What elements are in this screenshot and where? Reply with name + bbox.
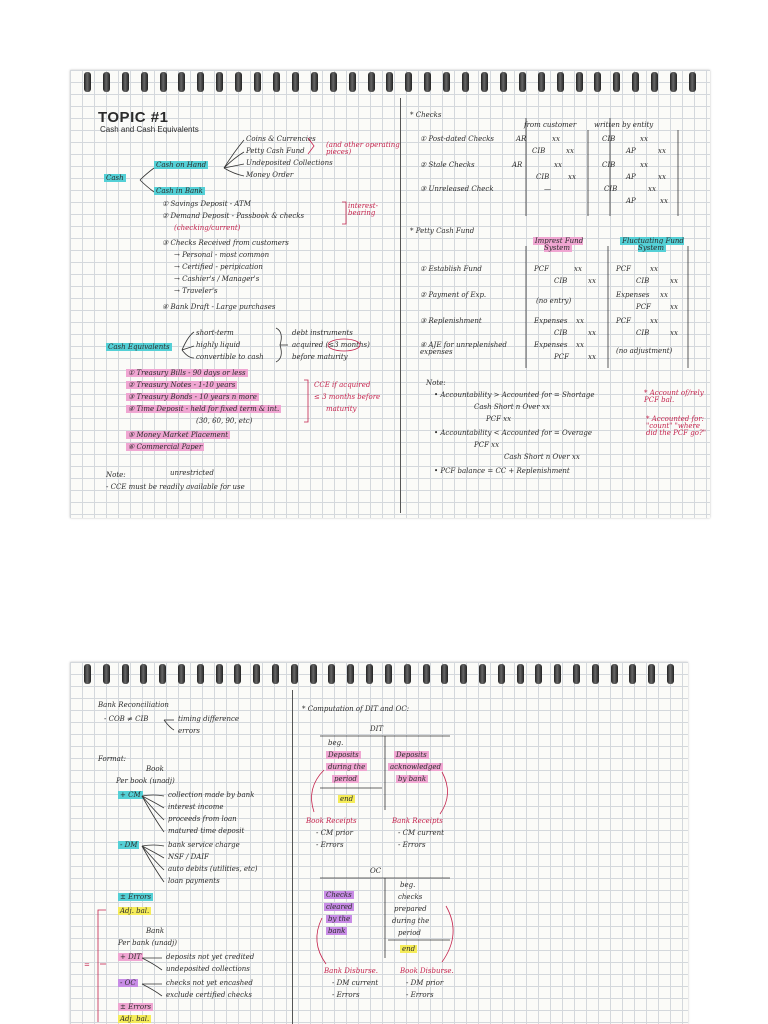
errors-label: errors: [178, 727, 200, 735]
cm-item: proceeds from loan: [168, 815, 237, 823]
book-disburse-label: Book Disburse.: [400, 967, 454, 975]
oc-beg: beg.: [400, 881, 416, 889]
entry: xx: [658, 173, 666, 181]
savings-deposit: ① Savings Deposit - ATM: [162, 200, 251, 208]
oc-t-account-title: OC: [370, 867, 382, 875]
coh-item: Petty Cash Fund: [246, 147, 305, 155]
pcf-xx: PCF xx: [486, 415, 512, 423]
cash-on-hand-label: Cash on Hand: [156, 161, 207, 169]
oc-left-line: by the: [328, 915, 351, 923]
entry: xx: [568, 173, 576, 181]
ce-item: ⑥ Commercial Paper: [128, 443, 203, 451]
entry: xx: [640, 161, 648, 169]
no-adjustment-note: (no adjustment): [616, 347, 673, 355]
ce-trait: convertible to cash: [196, 353, 264, 361]
ce-item: ① Treasury Bills - 90 days or less: [128, 369, 246, 377]
entry: Expenses: [534, 341, 568, 349]
pcf-balance-line: • PCF balance = CC + Replenishment: [434, 467, 570, 475]
imprest-header: Imprest Fund System: [534, 237, 584, 252]
entry: CIB: [536, 173, 550, 181]
dit-left-line: during the: [328, 763, 366, 771]
entry: xx: [658, 147, 666, 155]
pcf-row-label: ④ AJE for unreplenished expenses: [420, 341, 507, 356]
adj-bal-label: Adj. bal.: [120, 907, 150, 915]
ce-item: ③ Treasury Bonds - 10 years n more: [128, 393, 257, 401]
acc-overage-line: • Accountability < Accounted for = Overage: [434, 429, 592, 437]
cash-equivalents-label: Cash Equivalents: [108, 343, 170, 351]
entry: xx: [576, 341, 584, 349]
cash-short-over-2: Cash Short n Over xx: [504, 453, 580, 461]
dit-t-account-title: DIT: [370, 725, 384, 733]
note2-label: Note:: [426, 379, 446, 387]
bank-receipts-item: - CM current: [398, 829, 444, 837]
pcf-row-label: ③ Replenishment: [420, 317, 482, 325]
page-subtitle: Cash and Cash Equivalents: [100, 125, 199, 134]
plus-cm-label: + CM: [120, 791, 141, 799]
cm-item: collection made by bank: [168, 791, 255, 799]
from-customer-header: from customer: [524, 121, 577, 129]
pm-errors-label-2: ± Errors: [120, 1003, 152, 1011]
pcf-row-label: ② Payment of Exp.: [420, 291, 487, 299]
oc-right-line: during the: [392, 917, 430, 925]
entry: xx: [588, 353, 596, 361]
book-receipts-label: Book Receipts: [306, 817, 357, 825]
dit-right-line: by bank: [398, 775, 427, 783]
entry: —: [544, 185, 551, 193]
check-type: → Traveler's: [174, 287, 218, 295]
note-text: - CCE must be readily available for use: [106, 483, 245, 491]
entry: CIB: [532, 147, 546, 155]
dit-item: deposits not yet credited: [166, 953, 255, 961]
acc-shortage-line: • Accountability > Accounted for = Shortage: [434, 391, 595, 399]
note-label: Note:: [106, 471, 126, 479]
coh-note: (and other operating pieces): [326, 141, 400, 156]
adj-bal-label-2: Adj. bal.: [120, 1015, 150, 1023]
cm-item: matured time deposit: [168, 827, 245, 835]
bank-receipts-item: - Errors: [398, 841, 426, 849]
entry: CIB: [554, 329, 568, 337]
entry: xx: [650, 317, 658, 325]
ce-note-line: acquired (≤3 months): [292, 341, 370, 349]
book-receipts-item: - Errors: [316, 841, 344, 849]
ce-item: ④ Time Deposit - held for fixed term & int.: [128, 405, 280, 413]
written-by-entity-header: written by entity: [594, 121, 654, 129]
ce-note-line: debt instruments: [292, 329, 353, 337]
minus-oc-label: - OC: [120, 979, 136, 987]
oc-left-line: Checks: [326, 891, 352, 899]
entry: xx: [554, 161, 562, 169]
book-disburse-item: - DM prior: [406, 979, 444, 987]
entry: CIB: [554, 277, 568, 285]
cob-cib-line: - COB ≠ CIB: [104, 715, 149, 723]
cm-item: interest income: [168, 803, 224, 811]
dit-beg: beg.: [328, 739, 344, 747]
spiral-binding: [70, 662, 688, 684]
oc-item: checks not yet encashed: [166, 979, 253, 987]
entry: AP: [626, 147, 636, 155]
note-unrestricted: unrestricted: [170, 469, 214, 477]
check-type: → Personal - most common: [174, 251, 270, 259]
book-heading: Book: [146, 765, 164, 773]
oc-item: exclude certified checks: [166, 991, 252, 999]
interest-note: interest-bearing: [348, 202, 378, 217]
entry: CIB: [636, 329, 650, 337]
check-type: → Certified - peripication: [174, 263, 263, 271]
entry: PCF: [616, 317, 631, 325]
format-label: Format:: [98, 755, 127, 763]
oc-right-line: period: [398, 929, 421, 937]
dit-end: end: [340, 795, 354, 803]
cash-in-bank-label: Cash in Bank: [156, 187, 203, 195]
dit-right-line: Deposits: [396, 751, 427, 759]
entry: CIB: [602, 161, 616, 169]
bank-receipts-label: Bank Receipts: [392, 817, 443, 825]
cash-short-over-1: Cash Short n Over xx: [474, 403, 550, 411]
entry: xx: [670, 303, 678, 311]
ce-item: ② Treasury Notes - 1-10 years: [128, 381, 236, 389]
page-title: TOPIC #1: [98, 109, 169, 126]
pcf-heading: * Petty Cash Fund: [410, 227, 475, 235]
entry: xx: [574, 265, 582, 273]
dit-right-line: acknowledged: [390, 763, 442, 771]
entry: xx: [640, 135, 648, 143]
check-row-label: ② Stale Checks: [420, 161, 475, 169]
dm-item: auto debits (utilities, etc): [168, 865, 258, 873]
cce-note-line: maturity: [326, 405, 357, 413]
oc-right-line: prepared: [394, 905, 427, 913]
cce-note-line: ≤ 3 months before: [314, 393, 381, 401]
entry: AR: [512, 161, 523, 169]
per-bank-line: Per bank (unadj): [118, 939, 178, 947]
oc-left-line: bank: [328, 927, 346, 935]
pm-errors-label: ± Errors: [120, 893, 152, 901]
no-entry-note: (no entry): [536, 297, 572, 305]
dit-left-line: Deposits: [328, 751, 359, 759]
bank-disburse-label: Bank Disburse.: [324, 967, 379, 975]
demand-deposit: ② Demand Deposit - Passbook & checks: [162, 212, 305, 220]
bank-rec-heading: Bank Reconciliation: [98, 701, 169, 709]
dit-item: undeposited collections: [166, 965, 250, 973]
entry: xx: [588, 277, 596, 285]
notebook-page-cash-and-cash-equivalents: [70, 70, 710, 518]
bank-disburse-item: - DM current: [332, 979, 379, 987]
entry: AR: [516, 135, 527, 143]
oc-end: end: [402, 945, 416, 953]
entry: PCF: [534, 265, 549, 273]
coh-item: Coins & Currencies: [246, 135, 316, 143]
entry: PCF: [616, 265, 631, 273]
entry: xx: [648, 185, 656, 193]
equals-sign: =: [84, 961, 90, 969]
bank-heading: Bank: [146, 927, 165, 935]
bank-disburse-item: - Errors: [332, 991, 360, 999]
ce-note-line: before maturity: [292, 353, 348, 361]
timing-difference: timing difference: [178, 715, 240, 723]
checking-note: (checking/current): [174, 224, 241, 232]
dit-left-line: period: [334, 775, 357, 783]
pcf-row-label: ① Establish Fund: [420, 265, 482, 273]
plus-dit-label: + DIT: [120, 953, 142, 961]
entry: xx: [576, 317, 584, 325]
entry: Expenses: [616, 291, 650, 299]
red-note-2: * Accounted for: "count" "where did the PCF go?": [646, 415, 706, 437]
dm-item: loan payments: [168, 877, 220, 885]
entry: CIB: [604, 185, 618, 193]
bank-draft: ④ Bank Draft - Large purchases: [162, 303, 276, 311]
entry: xx: [660, 291, 668, 299]
column-divider: [292, 690, 293, 1024]
entry: xx: [660, 197, 668, 205]
checks-received: ③ Checks Received from customers: [162, 239, 289, 247]
check-row-label: ③ Unreleased Check: [420, 185, 494, 193]
notebook-page-bank-reconciliation: [70, 662, 688, 1024]
entry: PCF: [554, 353, 569, 361]
entry: CIB: [602, 135, 616, 143]
ce-trait: highly liquid: [196, 341, 241, 349]
per-book-line: Per book (unadj): [116, 777, 175, 785]
coh-item: Money Order: [246, 171, 294, 179]
dm-item: NSF / DAIF: [168, 853, 209, 861]
entry: CIB: [636, 277, 650, 285]
red-note-1: * Account of/rely PCF bal.: [644, 389, 704, 404]
spiral-binding: [70, 70, 710, 92]
entry: AP: [626, 197, 636, 205]
coh-item: Undeposited Collections: [246, 159, 333, 167]
entry: xx: [588, 329, 596, 337]
entry: AP: [626, 173, 636, 181]
entry: xx: [670, 277, 678, 285]
pcf-xx-2: PCF xx: [474, 441, 500, 449]
dm-item: bank service charge: [168, 841, 240, 849]
ce-item: ⑤ Money Market Placement: [128, 431, 229, 439]
minus-dm-label: - DM: [120, 841, 138, 849]
computation-heading: * Computation of DIT and OC:: [302, 705, 410, 713]
entry: xx: [566, 147, 574, 155]
oc-right-line: checks: [398, 893, 423, 901]
fluctuating-header: Fluctuating Fund System: [622, 237, 684, 252]
column-divider: [400, 98, 401, 513]
check-type: → Cashier's / Manager's: [174, 275, 260, 283]
entry: xx: [552, 135, 560, 143]
book-receipts-item: - CM prior: [316, 829, 353, 837]
entry: PCF: [636, 303, 651, 311]
cash-root-label: Cash: [106, 174, 124, 182]
pen-strokes: [70, 662, 688, 1024]
cce-note-line: CCE if acquired: [314, 381, 371, 389]
entry: xx: [650, 265, 658, 273]
entry: Expenses: [534, 317, 568, 325]
oc-left-line: cleared: [326, 903, 353, 911]
book-disburse-item: - Errors: [406, 991, 434, 999]
entry: xx: [670, 329, 678, 337]
check-row-label: ① Post-dated Checks: [420, 135, 494, 143]
checks-heading: * Checks: [410, 111, 442, 119]
ce-item: (30, 60, 90, etc): [196, 417, 253, 425]
ce-trait: short-term: [196, 329, 234, 337]
